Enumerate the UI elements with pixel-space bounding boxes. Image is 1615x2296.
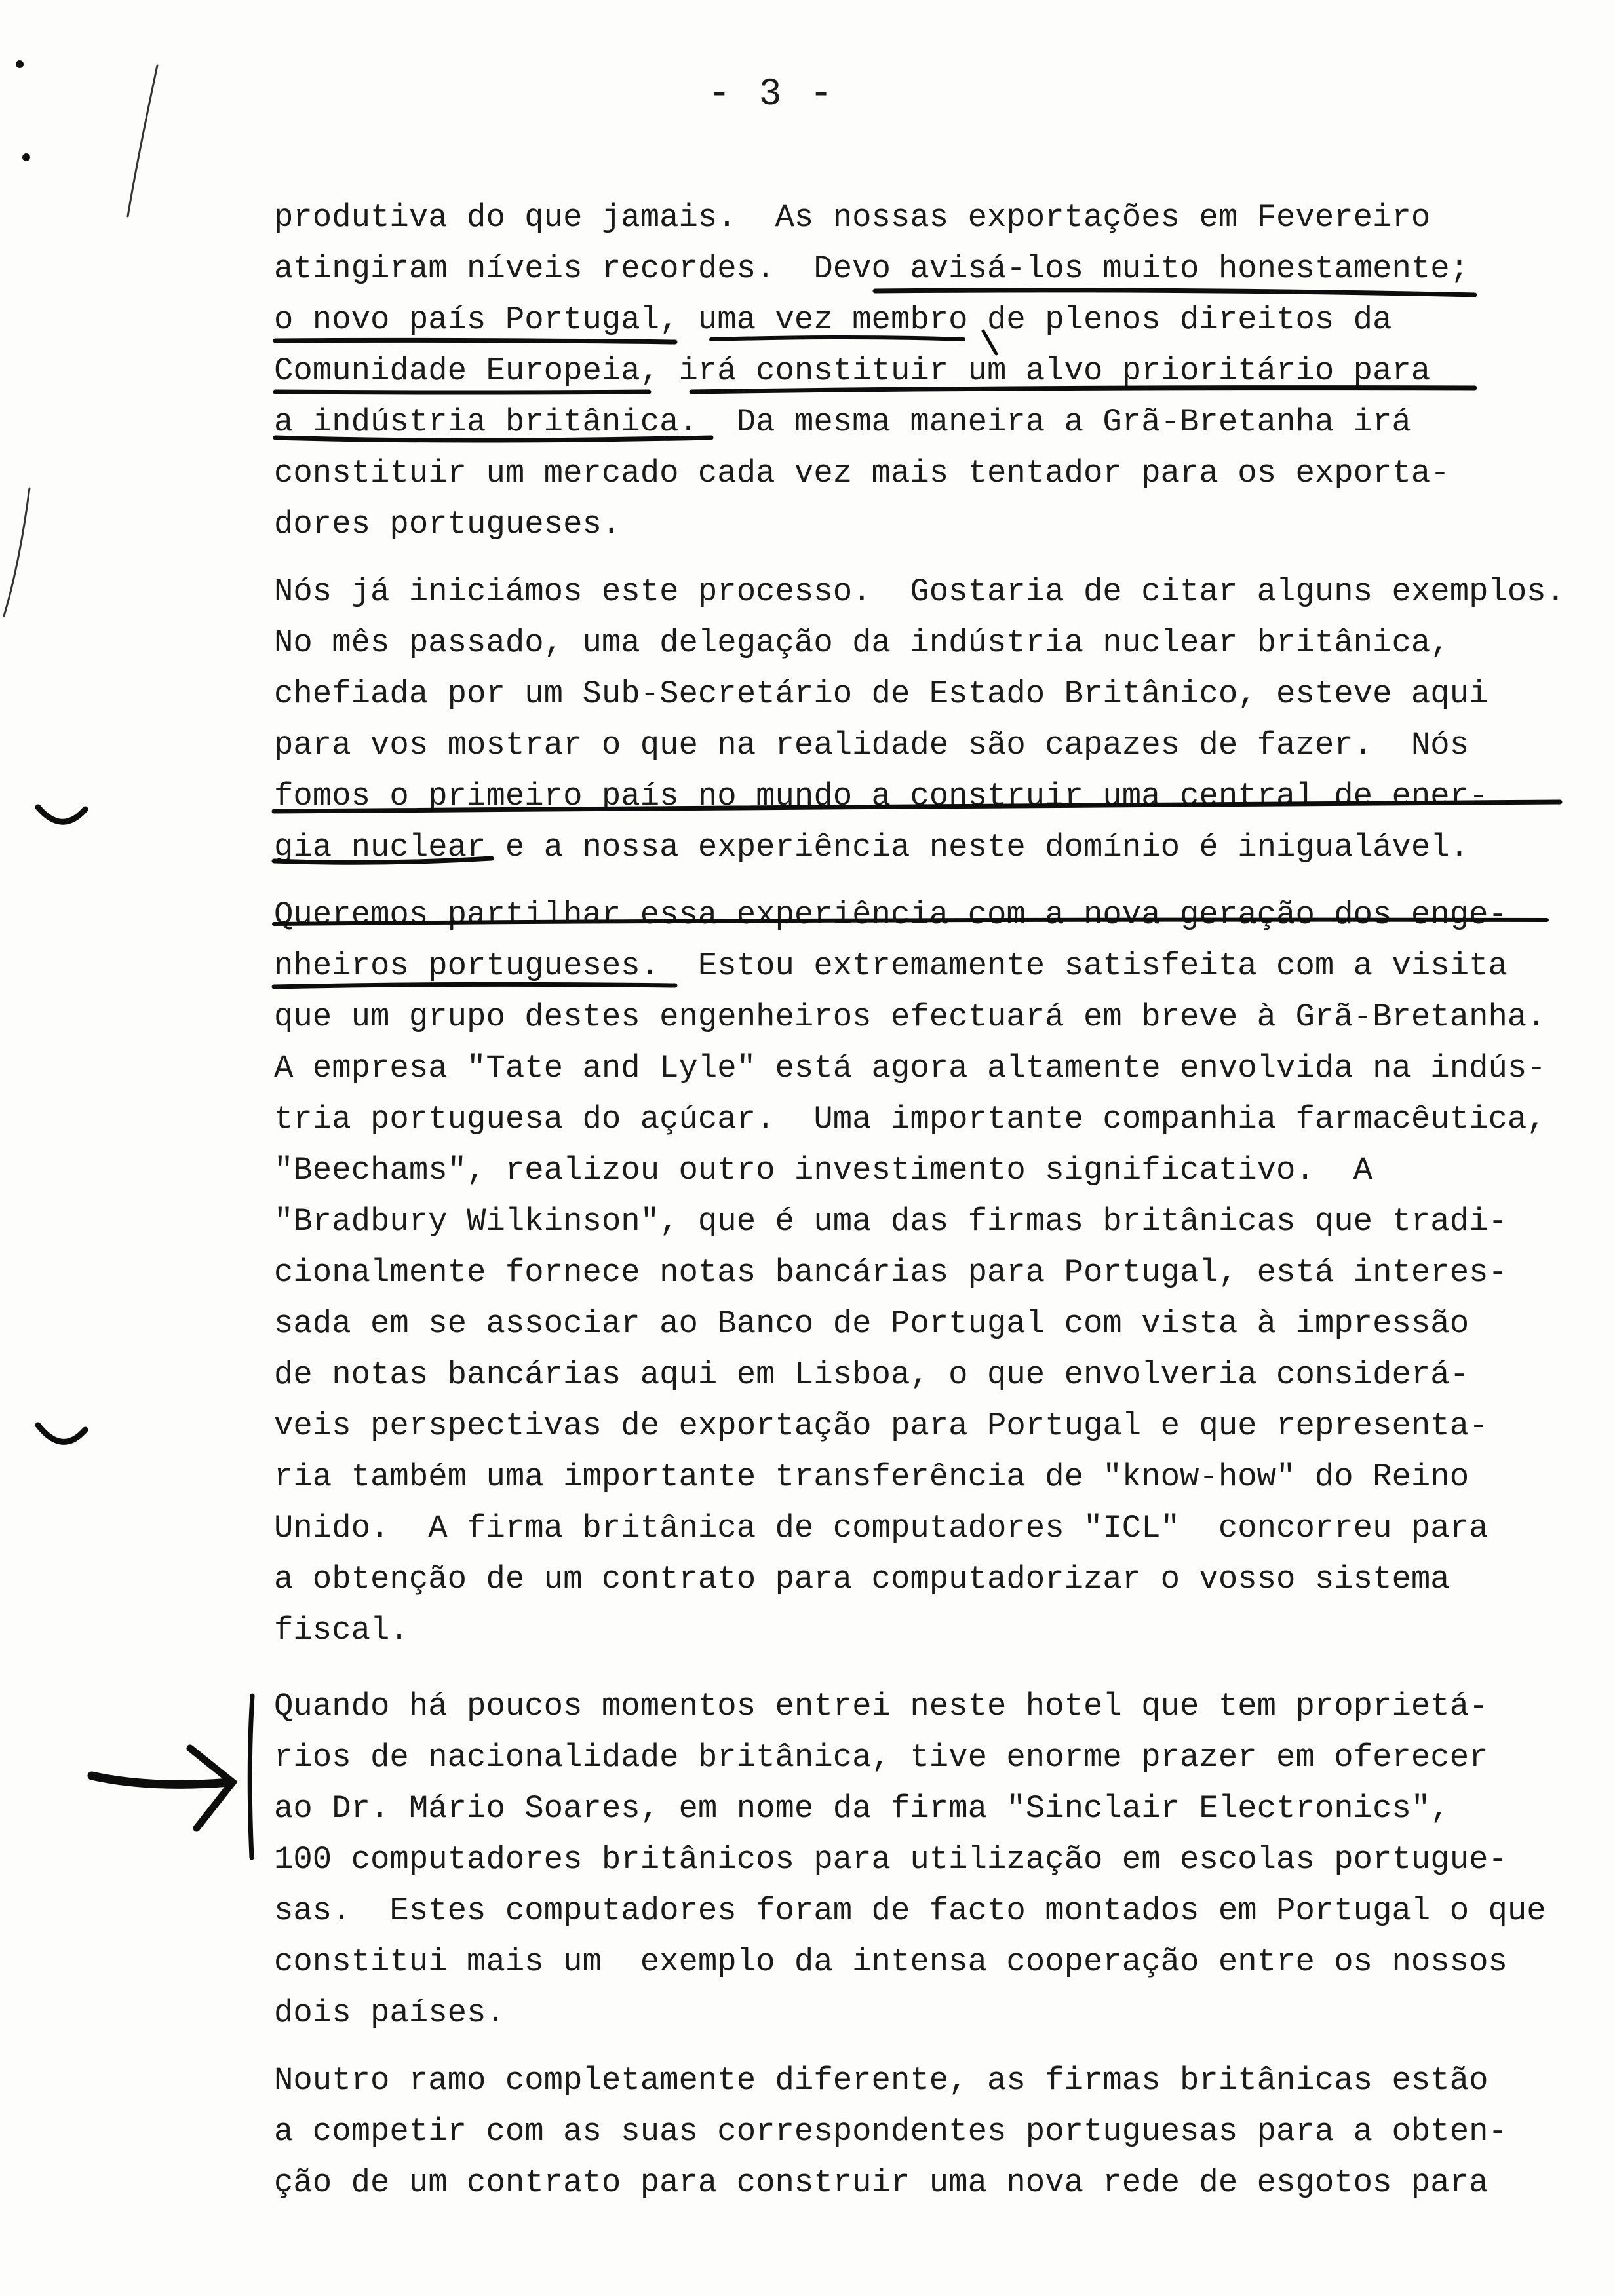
paragraph-1 <box>274 192 1611 550</box>
text-line: o novo país Portugal, uma vez membro de plenos direitos da <box>274 301 1392 338</box>
text-line: fiscal. <box>274 1612 409 1649</box>
margin-bracket-mark <box>38 1425 85 1442</box>
margin-mark <box>4 488 29 616</box>
text-line: "Beechams", realizou outro investimento significativo. A <box>274 1152 1373 1189</box>
text-line: dores portugueses. <box>274 506 621 543</box>
text-line: para vos mostrar o que na realidade são capazes de fazer. Nós <box>274 727 1469 763</box>
text-line: "Bradbury Wilkinson", que é uma das firmas britânicas que tradi- <box>274 1203 1508 1240</box>
text-line: constitui mais um exemplo da intensa cooperação entre os nossos <box>274 1943 1508 1980</box>
text-line: ao Dr. Mário Soares, em nome da firma "Sinclair Electronics", <box>274 1790 1450 1827</box>
text-line: ção de um contrato para construir uma nova rede de esgotos para <box>274 2164 1489 2201</box>
text-line: produtiva do que jamais. As nossas exportações em Fevereiro <box>274 199 1431 236</box>
text-line: dois países. <box>274 1995 505 2031</box>
margin-bracket-mark <box>38 807 85 822</box>
text-line: a indústria britânica. Da mesma maneira a Grã-Bretanha irá <box>274 404 1411 440</box>
text-line: de notas bancárias aqui em Lisboa, o que envolveria considerá- <box>274 1356 1469 1393</box>
text-line: 100 computadores britânicos para utilização em escolas portugue- <box>274 1841 1508 1878</box>
text-line: chefiada por um Sub-Secretário de Estado Britânico, esteve aqui <box>274 676 1489 712</box>
text-line: rios de nacionalidade britânica, tive enorme prazer em oferecer <box>274 1739 1489 1776</box>
paragraph-2 <box>274 566 1611 873</box>
text-line: atingiram níveis recordes. Devo avisá-los muito honestamente; <box>274 250 1469 287</box>
margin-dot <box>16 60 24 68</box>
text-line: veis perspectivas de exportação para Portugal e que representa- <box>274 1407 1489 1444</box>
text-line: Noutro ramo completamente diferente, as firmas britânicas estão <box>274 2062 1489 2099</box>
text-line: que um grupo destes engenheiros efectuará em breve à Grã-Bretanha. <box>274 999 1546 1035</box>
text-line: gia nuclear e a nossa experiência neste domínio é inigualável. <box>274 829 1469 866</box>
text-line: Nós já iniciámos este processo. Gostaria de citar alguns exemplos. <box>274 573 1566 610</box>
text-line: constituir um mercado cada vez mais tentador para os exporta- <box>274 455 1450 491</box>
paragraph-3 <box>274 889 1611 1656</box>
text-line: Comunidade Europeia, irá constituir um alvo prioritário para <box>274 353 1431 389</box>
page-number: - 3 - <box>708 73 836 116</box>
text-line: ria também uma importante transferência de "know-how" do Reino <box>274 1459 1469 1495</box>
text-line: nheiros portugueses. Estou extremamente satisfeita com a visita <box>274 947 1508 984</box>
text-line: Quando há poucos momentos entrei neste hotel que tem proprietá- <box>274 1688 1489 1725</box>
text-line: A empresa "Tate and Lyle" está agora altamente envolvida na indús- <box>274 1050 1546 1086</box>
arrow-icon <box>92 1776 229 1784</box>
text-line: Unido. A firma britânica de computadores "ICL" concorreu para <box>274 1510 1489 1546</box>
text-line: fomos o primeiro país no mundo a construir uma central de ener- <box>274 778 1489 814</box>
paragraph-5 <box>274 2055 1611 2208</box>
margin-bar-mark <box>250 1696 252 1858</box>
margin-dot <box>22 153 30 161</box>
paragraph-4 <box>274 1681 1611 2038</box>
text-line: sas. Estes computadores foram de facto montados em Portugal o que <box>274 1892 1546 1929</box>
text-line: cionalmente fornece notas bancárias para Portugal, está interes- <box>274 1254 1508 1291</box>
arrow-icon <box>190 1748 233 1828</box>
text-line: a competir com as suas correspondentes portuguesas para a obten- <box>274 2113 1508 2150</box>
text-line: No mês passado, uma delegação da indústria nuclear britânica, <box>274 624 1450 661</box>
text-line: sada em se associar ao Banco de Portugal com vista à impressão <box>274 1305 1469 1342</box>
margin-mark <box>128 66 157 216</box>
text-line: tria portuguesa do açúcar. Uma importante companhia farmacêutica, <box>274 1101 1546 1138</box>
text-line: Queremos partilhar essa experiência com a nova geração dos enge- <box>274 896 1508 933</box>
text-line: a obtenção de um contrato para computadorizar o vosso sistema <box>274 1561 1450 1598</box>
